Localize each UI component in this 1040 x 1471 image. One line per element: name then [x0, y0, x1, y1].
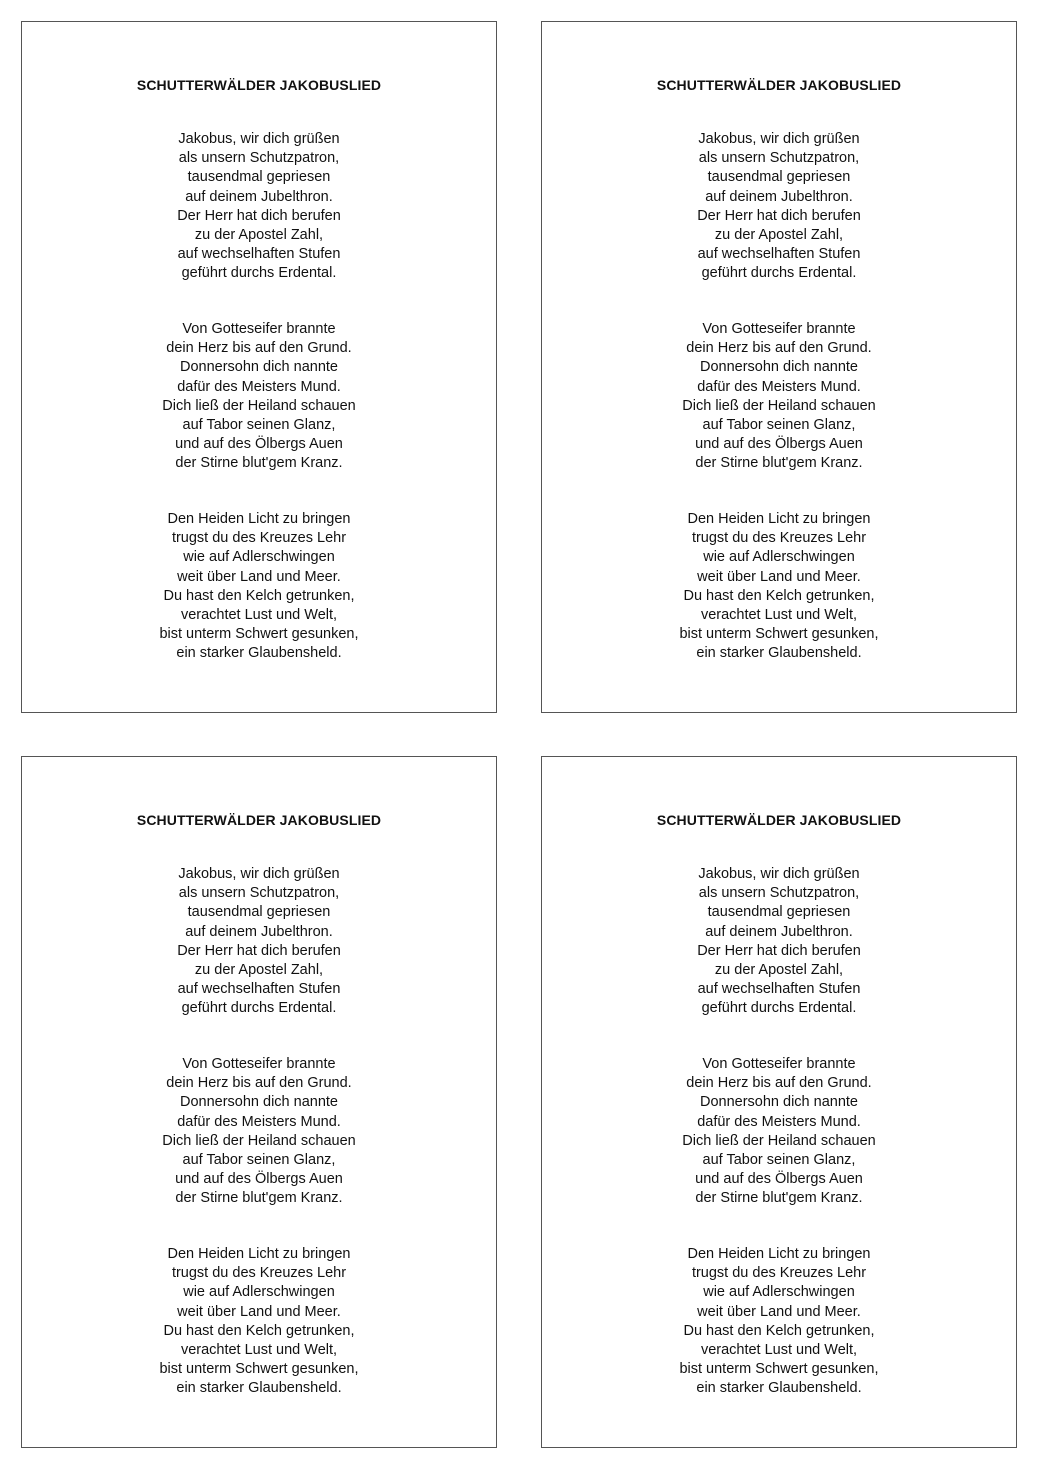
verse-line: Der Herr hat dich berufen [177, 207, 341, 224]
verse-line: tausendmal gepriesen [187, 904, 331, 921]
verse-line: ein starker Glaubensheld. [176, 1380, 342, 1397]
verse-line: Donnersohn dich nannte [179, 1094, 338, 1111]
verse-line: Den Heiden Licht zu bringen [687, 511, 871, 527]
verse-line: Dich ließ der Heiland schauen [162, 397, 356, 414]
verse-line: trugst du des Kreuzes Lehr [171, 530, 347, 547]
verse-line: Jakobus, wir dich grüßen [178, 131, 340, 147]
verse-line: weit über Land und Meer. [177, 568, 341, 585]
verse-line: geführt durchs Erdental. [701, 265, 857, 282]
verse-line: Jakobus, wir dich grüßen [698, 866, 860, 882]
verse-line: als unsern Schutzpatron, [698, 885, 860, 902]
song-card [541, 756, 1017, 1448]
song-card [21, 21, 497, 713]
verse-line: auf deinem Jubelthron. [185, 188, 333, 205]
verse-line: Jakobus, wir dich grüßen [698, 131, 860, 147]
verse-line: als unsern Schutzpatron, [178, 150, 340, 167]
verse-line: auf deinem Jubelthron. [705, 188, 853, 205]
verse-line: Du hast den Kelch getrunken, [163, 1322, 355, 1339]
verse-line: auf deinem Jubelthron. [185, 923, 333, 940]
verse-line: Von Gotteseifer brannte [702, 321, 856, 337]
verse-line: auf wechselhaften Stufen [697, 981, 861, 998]
verse-2 [22, 1055, 496, 1209]
verse-line: tausendmal gepriesen [707, 169, 851, 186]
verse-line: wie auf Adlerschwingen [183, 1284, 335, 1301]
song-title: SCHUTTERWÄLDER JAKOBUSLIED [136, 77, 382, 93]
verse-line: zu der Apostel Zahl, [714, 961, 844, 978]
song-card [21, 756, 497, 1448]
verse-line: Donnersohn dich nannte [699, 1094, 858, 1111]
verse-line: Den Heiden Licht zu bringen [687, 1246, 871, 1262]
verse-line: Dich ließ der Heiland schauen [162, 1132, 356, 1149]
verse-line: dafür des Meisters Mund. [177, 1113, 341, 1130]
verse-line: dafür des Meisters Mund. [697, 378, 861, 395]
song-title: SCHUTTERWÄLDER JAKOBUSLIED [136, 812, 382, 828]
verse-line: auf Tabor seinen Glanz, [702, 1151, 856, 1168]
verse-line: verachtet Lust und Welt, [700, 1341, 858, 1358]
verse-line: der Stirne blut'gem Kranz. [175, 455, 343, 472]
verse-line: bist unterm Schwert gesunken, [679, 1361, 879, 1378]
verse-line: zu der Apostel Zahl, [194, 961, 324, 978]
verse-line: Dich ließ der Heiland schauen [682, 397, 876, 414]
verse-line: zu der Apostel Zahl, [714, 226, 844, 243]
verse-line: weit über Land und Meer. [697, 1303, 861, 1320]
verse-line: auf wechselhaften Stufen [177, 981, 341, 998]
verse-line: dafür des Meisters Mund. [177, 378, 341, 395]
verse-line: Den Heiden Licht zu bringen [167, 1246, 351, 1262]
verse-line: tausendmal gepriesen [187, 169, 331, 186]
verse-line: der Stirne blut'gem Kranz. [695, 1190, 863, 1207]
verse-line: als unsern Schutzpatron, [178, 885, 340, 902]
verse-line: geführt durchs Erdental. [701, 1000, 857, 1017]
verse-2 [542, 1055, 1016, 1209]
verse-line: ein starker Glaubensheld. [696, 1380, 862, 1397]
verse-line: der Stirne blut'gem Kranz. [695, 455, 863, 472]
verse-line: Dich ließ der Heiland schauen [682, 1132, 876, 1149]
verse-line: bist unterm Schwert gesunken, [159, 626, 359, 643]
verse-line: auf wechselhaften Stufen [177, 246, 341, 263]
verse-line: trugst du des Kreuzes Lehr [171, 1265, 347, 1282]
verse-line: dafür des Meisters Mund. [697, 1113, 861, 1130]
verse-line: auf wechselhaften Stufen [697, 246, 861, 263]
song-title: SCHUTTERWÄLDER JAKOBUSLIED [656, 77, 902, 93]
verse-1 [542, 865, 1016, 1019]
verse-line: wie auf Adlerschwingen [703, 1284, 855, 1301]
verse-line: zu der Apostel Zahl, [194, 226, 324, 243]
verse-line: auf deinem Jubelthron. [705, 923, 853, 940]
verse-3 [542, 1245, 1016, 1399]
verse-line: dein Herz bis auf den Grund. [686, 1075, 872, 1092]
verse-1 [542, 130, 1016, 284]
verse-line: ein starker Glaubensheld. [176, 645, 342, 662]
verse-line: und auf des Ölbergs Auen [175, 436, 343, 453]
verse-line: bist unterm Schwert gesunken, [679, 626, 879, 643]
verse-line: Von Gotteseifer brannte [702, 1056, 856, 1072]
verse-line: dein Herz bis auf den Grund. [166, 340, 352, 357]
verse-line: Den Heiden Licht zu bringen [167, 511, 351, 527]
verse-line: trugst du des Kreuzes Lehr [691, 530, 867, 547]
verse-line: verachtet Lust und Welt, [180, 1341, 338, 1358]
verse-line: dein Herz bis auf den Grund. [166, 1075, 352, 1092]
verse-line: wie auf Adlerschwingen [183, 549, 335, 566]
verse-line: Der Herr hat dich berufen [177, 942, 341, 959]
verse-line: Der Herr hat dich berufen [697, 942, 861, 959]
verse-line: geführt durchs Erdental. [181, 1000, 337, 1017]
verse-line: verachtet Lust und Welt, [180, 606, 338, 623]
verse-3 [22, 510, 496, 664]
verse-line: Von Gotteseifer brannte [182, 321, 336, 337]
verse-line: ein starker Glaubensheld. [696, 645, 862, 662]
verse-line: Du hast den Kelch getrunken, [163, 587, 355, 604]
verse-line: tausendmal gepriesen [707, 904, 851, 921]
verse-1 [22, 865, 496, 1019]
verse-line: auf Tabor seinen Glanz, [702, 416, 856, 433]
verse-3 [542, 510, 1016, 664]
verse-line: und auf des Ölbergs Auen [695, 436, 863, 453]
verse-line: Von Gotteseifer brannte [182, 1056, 336, 1072]
verse-line: Donnersohn dich nannte [699, 359, 858, 376]
verse-line: und auf des Ölbergs Auen [695, 1171, 863, 1188]
verse-line: wie auf Adlerschwingen [703, 549, 855, 566]
verse-line: Donnersohn dich nannte [179, 359, 338, 376]
verse-line: bist unterm Schwert gesunken, [159, 1361, 359, 1378]
verse-line: Du hast den Kelch getrunken, [683, 1322, 875, 1339]
verse-line: verachtet Lust und Welt, [700, 606, 858, 623]
verse-line: weit über Land und Meer. [177, 1303, 341, 1320]
verse-line: auf Tabor seinen Glanz, [182, 1151, 336, 1168]
verse-line: Der Herr hat dich berufen [697, 207, 861, 224]
verse-line: auf Tabor seinen Glanz, [182, 416, 336, 433]
verse-line: Du hast den Kelch getrunken, [683, 587, 875, 604]
verse-line: dein Herz bis auf den Grund. [686, 340, 872, 357]
verse-2 [542, 320, 1016, 474]
verse-line: und auf des Ölbergs Auen [175, 1171, 343, 1188]
song-title: SCHUTTERWÄLDER JAKOBUSLIED [656, 812, 902, 828]
verse-line: Jakobus, wir dich grüßen [178, 866, 340, 882]
verse-line: trugst du des Kreuzes Lehr [691, 1265, 867, 1282]
verse-3 [22, 1245, 496, 1399]
verse-2 [22, 320, 496, 474]
song-card [541, 21, 1017, 713]
verse-line: der Stirne blut'gem Kranz. [175, 1190, 343, 1207]
verse-line: als unsern Schutzpatron, [698, 150, 860, 167]
verse-1 [22, 130, 496, 284]
verse-line: geführt durchs Erdental. [181, 265, 337, 282]
verse-line: weit über Land und Meer. [697, 568, 861, 585]
